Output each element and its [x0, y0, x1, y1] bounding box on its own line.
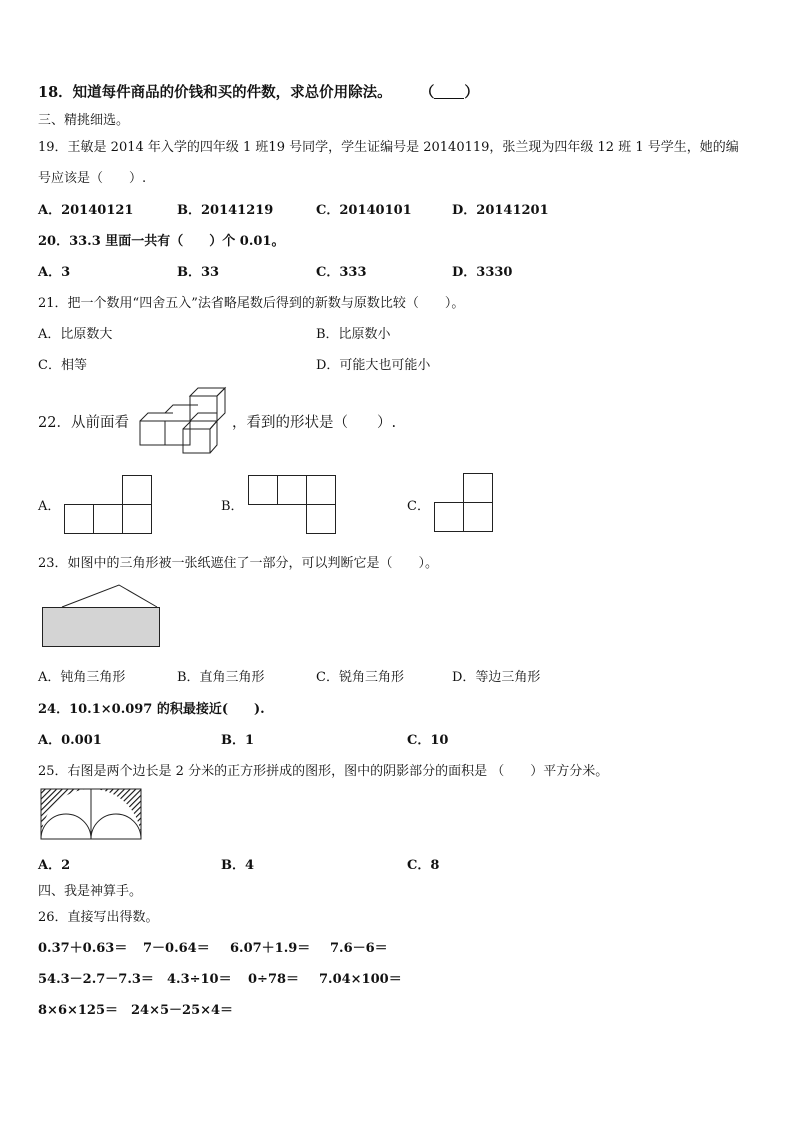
question-19-line-2: 号应该是（ ）. [38, 171, 147, 186]
section-3-heading: 三、精挑细选。 [38, 113, 130, 128]
q19-option-d[interactable]: D．20141201 [452, 203, 549, 218]
q24-option-a[interactable]: A．0.001 [38, 733, 102, 748]
q20-option-a[interactable]: A．3 [38, 265, 71, 280]
question-18 [38, 81, 479, 102]
calc-item[interactable]: 7.04×100＝ [319, 972, 402, 987]
question-22-prefix: 22．从前面看 [38, 415, 129, 431]
q19-option-a[interactable]: A．20140121 [38, 203, 134, 218]
answer-paren-close: ） [464, 84, 479, 101]
answer-paren-open: （ [419, 84, 435, 101]
answer-blank[interactable] [434, 85, 464, 99]
question-20: 20．33.3 里面一共有（ ）个 0.01。 [38, 234, 285, 249]
question-19-line-1: 19．王敏是 2014 年入学的四年级 1 班19 号同学，学生证编号是 20140119，张兰现为四年级 12 班 1 号学生，她的编 [38, 140, 739, 155]
calc-item[interactable]: 0.37＋0.63＝ [38, 941, 128, 956]
question-25: 25．右图是两个边长是 2 分米的正方形拼成的图形，图中的阴影部分的面积是 （ ）平方分米。 [38, 764, 609, 779]
section-4-heading: 四、我是神算手。 [38, 884, 143, 899]
q25-option-b[interactable]: B．4 [221, 858, 255, 873]
q23-option-a[interactable]: A．钝角三角形 [38, 670, 126, 685]
q24-option-c[interactable]: C．10 [407, 733, 449, 748]
q19-option-c[interactable]: C．20140101 [316, 203, 412, 218]
q24-option-b[interactable]: B．1 [221, 733, 255, 748]
q22-option-a-figure [64, 474, 154, 534]
q21-option-a[interactable]: A．比原数大 [38, 327, 113, 342]
q25-option-c[interactable]: C．8 [407, 858, 440, 873]
q20-option-d[interactable]: D．3330 [452, 265, 513, 280]
calc-item[interactable]: 7－0.64＝ [143, 941, 210, 956]
q20-option-c[interactable]: C．333 [316, 265, 367, 280]
q23-option-b[interactable]: B．直角三角形 [177, 670, 265, 685]
calc-item[interactable]: 4.3÷10＝ [167, 972, 232, 987]
calc-item[interactable]: 24×5－25×4＝ [131, 1003, 234, 1018]
question-23: 23．如图中的三角形被一张纸遮住了一部分，可以判断它是（ ）。 [38, 556, 439, 571]
calc-item[interactable]: 6.07＋1.9＝ [230, 941, 311, 956]
q25-option-a[interactable]: A．2 [38, 858, 71, 873]
calc-item[interactable]: 0÷78＝ [248, 972, 300, 987]
q22-option-c[interactable]: C． [407, 499, 430, 514]
q20-option-b[interactable]: B．33 [177, 265, 220, 280]
calc-item[interactable]: 8×6×125＝ [38, 1003, 119, 1018]
q23-option-c[interactable]: C．锐角三角形 [316, 670, 404, 685]
q21-option-b[interactable]: B．比原数小 [316, 327, 391, 342]
question-24: 24．10.1×0.097 的积最接近( ). [38, 702, 265, 717]
q22-option-c-figure [434, 472, 496, 534]
hidden-triangle-figure [40, 583, 164, 649]
q21-option-c[interactable]: C．相等 [38, 358, 87, 373]
q23-option-d[interactable]: D．等边三角形 [452, 670, 541, 685]
q21-option-d[interactable]: D．可能大也可能小 [316, 358, 431, 373]
q22-option-b[interactable]: B． [221, 499, 244, 514]
calc-item[interactable]: 54.3－2.7－7.3＝ [38, 972, 154, 987]
q19-option-b[interactable]: B．20141219 [177, 203, 274, 218]
question-26-title: 26．直接写出得数。 [38, 910, 159, 925]
q22-option-a[interactable]: A． [38, 499, 61, 514]
calc-item[interactable]: 7.6－6＝ [330, 941, 388, 956]
q22-option-b-figure [248, 474, 338, 534]
question-18-text: 18．知道每件商品的价钱和买的件数，求总价用除法。 [38, 84, 392, 101]
cube-stack-figure [138, 383, 234, 455]
question-21: 21．把一个数用“四舍五入”法省略尾数后得到的新数与原数比较（ ）。 [38, 296, 465, 311]
shaded-squares-figure [40, 788, 144, 840]
question-22-suffix: ，看到的形状是（ ）. [232, 415, 397, 431]
